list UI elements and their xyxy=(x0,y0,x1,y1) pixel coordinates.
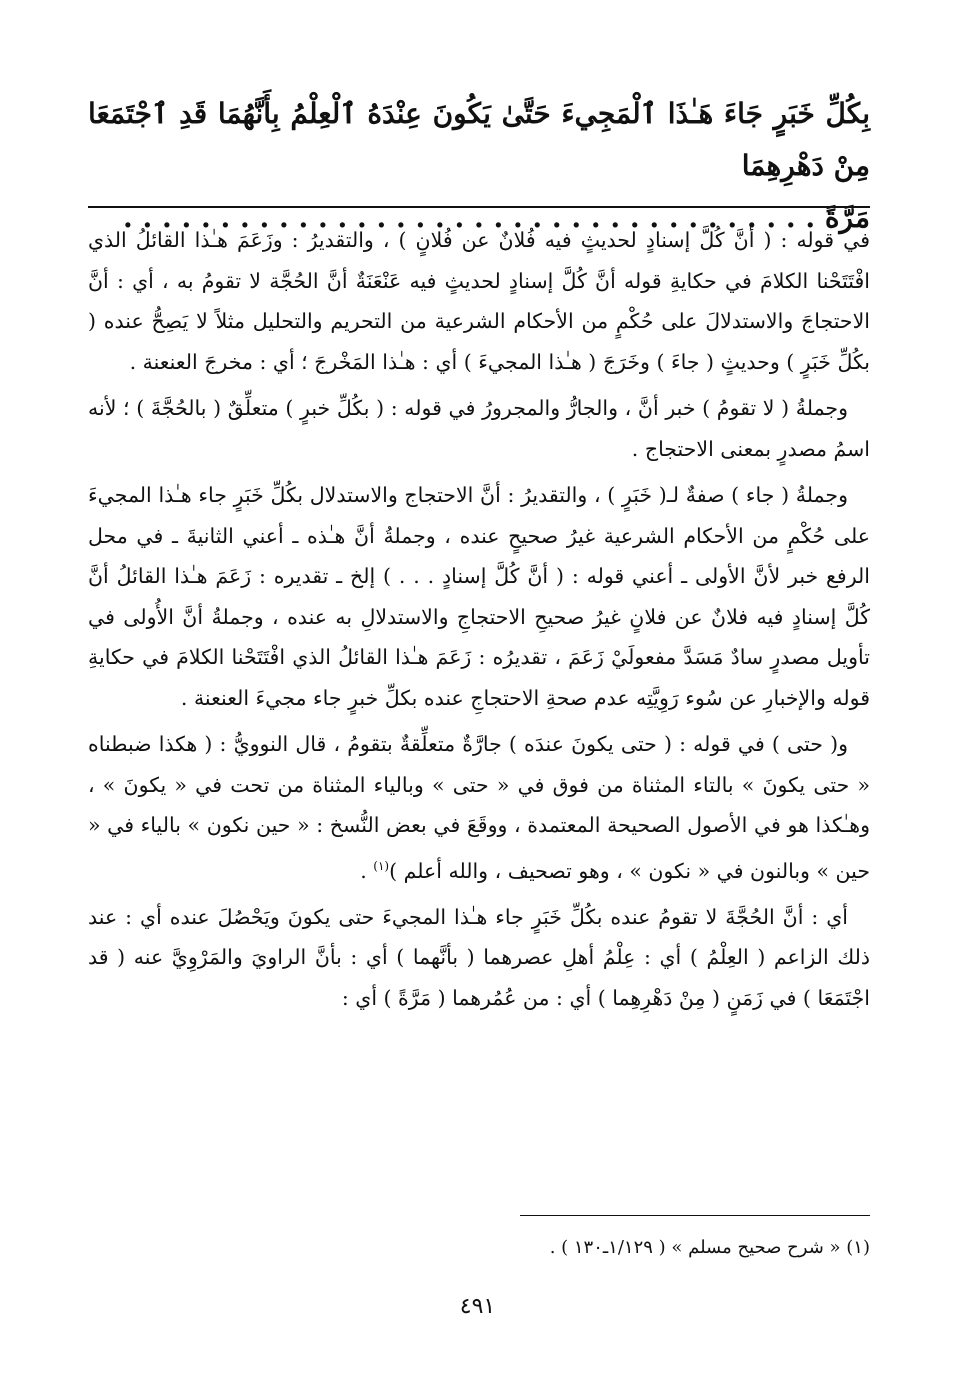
commentary-paragraph-3: وجملةُ ( جاء ) صفةٌ لـ( خَبَرٍ ) ، والتقديرُ : أنَّ الاحتجاج والاستدلال بكُلِّ خَبَرٍ جاء هـٰذا المجيءَ على حُكْمٍ من الأحكام الشرعية غيرُ صحيحٍ عنده ، وجملةُ أنَّ هـٰذه ـ أعني الثانيةَ ـ في محل الرفع خبر لأنَّ الأولى ـ أعني قوله : ( أنَّ كُلَّ إسنادٍ . . . ) إلخ ـ تقديره : زَعَمَ هـٰذا القائلُ أنَّ كُلَّ إسنادٍ فيه فلانٌ عن فلانٍ غيرُ صحيحِ الاحتجاجِ والاستدلالِ به عنده ، وجملةُ أنَّ الأُولى في تأويل مصدرٍ سادٌ مَسَدَّ مفعولَيْ زَعَمَ ، تقديرُه : زَعَمَ هـٰذا القائلُ الذي افْتَتَحْنا الكلامَ في حكايةِ قوله والإخبارِ عن سُوء رَوِيَّتِه عدم صحةِ الاحتجاجِ عنده بكلِّ خبرٍ جاء مجيءَ العنعنة . xyxy=(88,483,870,710)
commentary-paragraph-4-text: و( حتى ) في قوله : ( حتى يكونَ عندَه ) جارَّةٌ متعلِّقةٌ بتقومُ ، قال النوويُّ : ( هكذا ضبطناه « حتى يكونَ » بالتاء المثناة من فوق في « حتى » وبالياء المثناة من تحت في « يكونَ » ، وهـٰكذا هو في الأصول الصحيحة المعتمدة ، ووقَعَ في بعض النُّسخ : « حين نكون » بالياء في « حين » وبالنون في « نكون » ، وهو تصحيف ، والله أعلم ) xyxy=(88,732,870,883)
commentary-paragraph-4-end: . xyxy=(360,858,374,883)
footnote xyxy=(88,1234,870,1262)
commentary-body xyxy=(88,220,870,1018)
footnote-number: (١) xyxy=(846,1237,870,1258)
commentary-paragraph-4 xyxy=(88,724,870,891)
commentary-paragraph-2: وجملةُ ( لا تقومُ ) خبر أنَّ ، والجارُّ والمجرورُ في قوله : ( بكُلِّ خبرٍ ) متعلِّقٌ ( بالحُجَّةَ ) ؛ لأنه اسمُ مصدرٍ بمعنى الاحتجاج . xyxy=(88,396,870,461)
page-number: ٤٩١ xyxy=(459,1294,496,1319)
footnote-text: « شرح صحيح مسلم » ( ١/١٢٩ـ١٣٠ ) . xyxy=(549,1237,841,1258)
commentary-paragraph-1: في قوله : ( أنَّ كُلَّ إسنادٍ لحديثٍ فيه فُلانٌ عن فُلانٍ ) ، والتقديرُ : وزَعَمَ هـٰذا القائلُ الذي افْتَتَحْنا الكلامَ في حكايةِ قوله أنَّ كُلَّ إسنادٍ لحديثٍ فيه عَنْعَنَةٌ أنَّ الحُجَّة لا تقومُ به ، أي : أنَّ الاحتجاجَ والاستدلالَ على حُكْمٍ من الأحكام الشرعية من التحريم والتحليل مثلاً لا يَصِحُّ عنده ( بكُلِّ خَبَرٍ ) وحديثٍ ( جاءَ ) وخَرَجَ ( هـٰذا المجيءَ ) أي : هـٰذا المَخْرجَ ؛ أي : مخرجَ العنعنة . xyxy=(88,228,870,374)
matn-line-2: مَرَّةً . . . . . . . . . . . . . . . . . . . . . . . . . . . . . . . . . . . . xyxy=(123,201,870,234)
footnote-separator-rule xyxy=(520,1215,870,1216)
matn-line-1: بِكُلِّ خَبَرٍ جَاءَ هَـٰذَا ٱلْمَجِيءَ حَتَّىٰ يَكُونَ عِنْدَهُ ٱلْعِلْمُ بِأَنَّهُمَا قَدِ ٱجْتَمَعَا مِنْ دَهْرِهِمَا xyxy=(88,97,870,182)
commentary-paragraph-5: أي : أنَّ الحُجَّةَ لا تقومُ عنده بكُلِّ خَبَرٍ جاء هـٰذا المجيءَ حتى يكونَ ويَحْصُلَ عنده أي : عند ذلك الزاعم ( العِلْمُ ) أي : عِلْمُ أهلِ عصرهما ( بأنَّهما ) أي : بأنَّ الراويَ والمَرْوِيَّ عنه ( قد اجْتَمَعَا ) في زَمَنٍ ( مِنْ دَهْرِهِما ) أي : من عُمُرهما ( مَرَّةً ) أي : xyxy=(88,904,870,1010)
matn-separator-rule xyxy=(88,206,870,208)
footnote-marker[interactable]: (١) xyxy=(373,858,390,873)
